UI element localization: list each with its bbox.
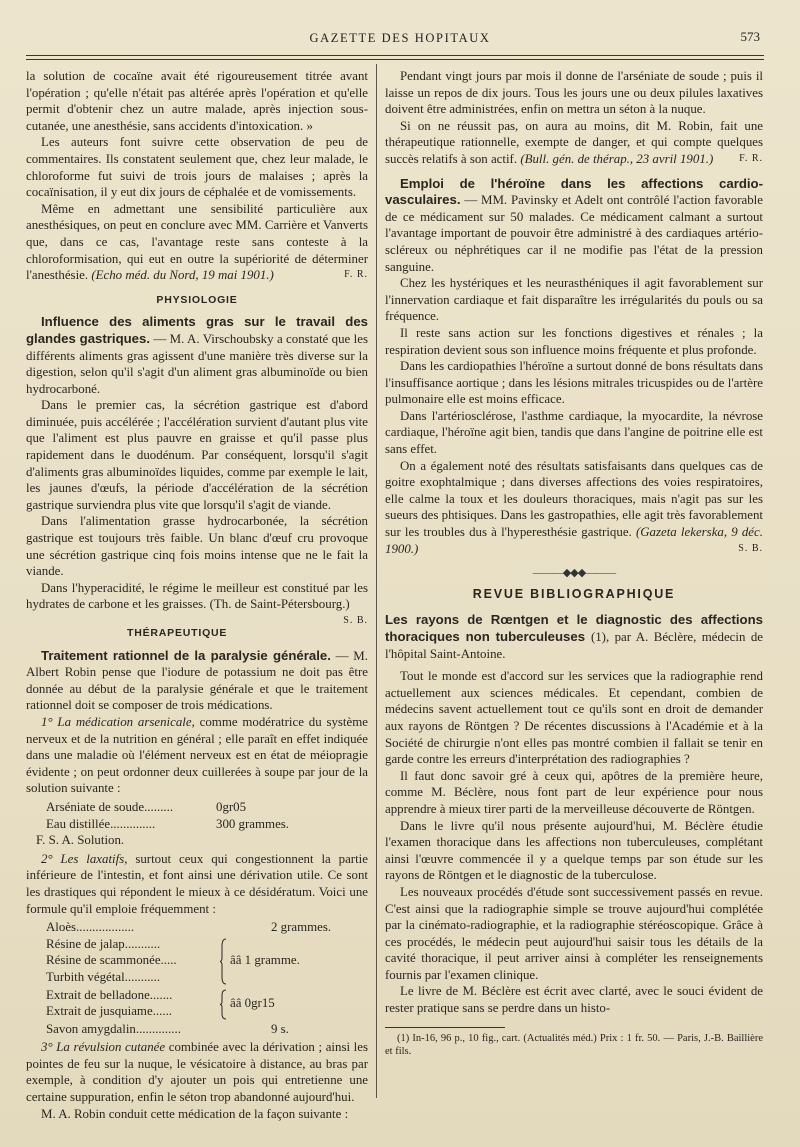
paragraph: Dans l'hyperacidité, le régime le meilleur est constitué par les hydrates de carbone et les graisses. (Th. de Saint-Pétersbourg.) S. B. [26,580,368,613]
paragraph: Dans l'alimentation grasse hydrocarbonée, la sécrétion gastrique est toujours très faible. Un blanc d'œuf cru provoque une sécrétion gastrique cinq fois moins intense que ne le fait la viande. [26,514,368,579]
paragraph: la solution de cocaïne avait été rigoureusement titrée avant l'opération ; qu'elle n'était pas altérée après l'opération et qu'elle permit d'obtenir chez un autre malade, après injection sous-cutanée, une anesthésie, sans accidents d'intoxication. » [26,69,368,133]
section-heading-physiologie: PHYSIOLOGIE [156,293,238,306]
author-initials: F. R. [344,269,368,281]
paragraph: M. A. Robin conduit cette médication de la façon suivante : [41,1106,349,1121]
citation: (Echo méd. du Nord, 19 mai 1901.) [91,268,274,283]
page-number: 573 [740,29,760,44]
brace-icon [220,938,228,985]
recipe-line: Eau distillée.............. 300 grammes. [46,816,290,831]
paragraph: Chez les hystériques et les neurasthéniques il agit favorablement sur l'innervation cardiaque et fait disparaître les irrégularités du pouls ou sa fréquence. [385,276,763,324]
recipe-line: Savon amygdalin.............. 9 s. [46,1021,289,1036]
author-initials: F. R. [739,152,763,164]
reviewed-book-title: Les rayons de Rœntgen et le diagnostic des affections thoraciques non tuberculeuses (1), par A. Béclère, médecin de l'hôpital Saint-Antoine. [385,612,764,661]
paragraph: Si on ne réussit pas, on aura au moins, dit M. Robin, fait une thérapeutique rationnelle, exempte de danger, et qui compte quelques succès relatifs à son actif. (Bull. gén. de thérap., 23 avril 1901.) F. R. [385,118,763,166]
footnote-rule [385,1027,505,1028]
recipe-group: Résine de jalap........... Résine de scammonée..... Turbith végétal........... ââ 1 gramme. [46,936,300,984]
paragraph: Tout le monde est d'accord sur les services que la radiographie rend actuellement aux sciences médicales. Et cependant, combien de médecins savent actuellement tout ce qu'ils sont en droit de demander aux rayons de Röntgen ? De récentes discussions à l'Académie et à la Société de chirurgie n'ont elles pas montré combien il fallait se tenir en garde contre les erreurs d'interprétation des radiographies ? [385,669,763,767]
paragraph: Pendant vingt jours par mois il donne de l'arséniate de soude ; puis il laisse un repos de dix jours. Tous les jours une ou deux pilules laxatives doivent être administrées, enfin on mettra un séton à la nuque. [385,69,763,117]
author-initials: S. B. [343,615,368,626]
article-paragraph: Emploi de l'héroïne dans les affections cardio-vasculaires. — MM. Pavinsky et Adelt ont contrôlé l'action favorable de ce médicament sur 50 malades. Ce médicament calmant a surtout l'avantage important de pouvoir être administré à des cardiaques artério-scléreux ou néphrétiques car il ne modifie pas l'état de la pression sanguine. [385,175,763,274]
paragraph: Dans le premier cas, la sécrétion gastrique est d'abord diminuée, puis accélérée ; l'accélération survient d'autant plus vite que l'aliment est plus pauvre en graisse et qu'il passe plus rapidement dans le duodénum. Par conséquent, lorsqu'il s'agit d'aliments gras albuminoïdes liquides, comme par exemple le lait, les jaunes d'œufs, la période d'accélération de la sécrétion gastrique surviendra plus vite que lorsqu'il s'agit de viande. [26,398,368,512]
section-ornament: ———◆◆◆——— [532,567,616,580]
brace-icon [220,989,228,1020]
recipe-line: Arséniate de soude......... 0gr05 [46,799,247,814]
paragraph: Il faut donc savoir gré à ceux qui, apôtres de la première heure, comme M. Béclère, nous font part de leur expérience pour nous apprendre à mieux tirer parti de la merveilleuse découverte de Röntgen. [385,768,763,816]
paragraph: Dans les cardiopathies l'héroïne a surtout donné de bons résultats dans l'insuffisance aortique ; dans les lésions mitrales tricuspides ou de l'artère pulmonaire elle est moins efficace. [385,359,763,407]
paragraph: Les auteurs font suivre cette observation de peu de commentaires. Ils constatent seulement que, chez leur malade, le chloroforme fut suivi de trois jours de malaises ; après la cocaïnisation, il y eut dix jours de céphalée et de vomissements. [26,135,368,200]
paragraph: Les nouveaux procédés d'étude sont successivement passés en revue. C'est ainsi que la radiographie simple se trouve aujourd'hui complétée par la cinémato-radiographie, et la radiographie stéréoscopique. Grâce à ces procédés, le médecin peut aujourd'hui saisir tous les détails de la cavité thoracique, il peut arriver ainsi à compléter les renseignements fournis par l'examen clinique. [385,884,763,982]
left-column [26,68,368,1122]
citation: (Gazeta lekerska, 9 déc. 1900.) [385,525,763,556]
paragraph: Il reste sans action sur les fonctions digestives et rénales ; la respiration devient sous son influence moins fréquente et plus profonde. [385,325,763,357]
article-paragraph: Influence des aliments gras sur le travail des glandes gastriques. — M. A. Virschoubsky a constaté que les différents aliments gras agissent d'une manière très diverse sur la digestion, selon qu'il s'agit d'un aliment gras albuminoïde ou bien hydrocarboné. [26,314,368,396]
recipe-laxative [26,919,368,1037]
section-heading-revue-bibliographique: REVUE BIBLIOGRAPHIQUE [472,586,676,601]
footnote: (1) In-16, 96 p., 10 fig., cart. (Actualités méd.) Prix : 1 fr. 50. — Paris, J.-B. Baillière et fils. [385,1032,763,1057]
paragraph: 2° Les laxatifs, surtout ceux qui congestionnent la partie inférieure de l'intestin, et font ainsi une dérivation utile. Ce sont les drastiques qui répondent le mieux à ce désidératum. Voici une formule qu'il emploie fréquemment : [26,851,368,916]
recipe-line: Aloès.................. 2 grammes. [46,920,332,935]
paragraph: 1° La médication arsenicale, comme modératrice du système nerveux et de la nutrition en général ; elle paraît en effet indiquée dans une maladie où l'élément nerveux est en état de méiopragie évidente ; on peut ordonner deux cuillerées à soupe par jour de la solution suivante : [26,714,368,796]
recipe-arsenic [26,799,368,849]
header-rule-thick [26,55,764,56]
citation: (Bull. gén. de thérap., 23 avril 1901.) [520,151,714,166]
article-title: Influence des aliments gras sur le travail des glandes gastriques. [26,314,368,346]
paragraph: Dans le livre qu'il nous présente aujourd'hui, M. Béclère étudie l'examen thoracique dans les affections non tuberculeuses, complétant ainsi l'œuvre commencée il y a quelque temps par son étude sur les rayons de Röntgen et le diagnostic de la tuberculose. [385,818,763,883]
recipe-line: F. S. A. Solution. [36,833,125,848]
article-paragraph: Traitement rationnel de la paralysie générale. — M. Albert Robin pense que l'iodure de potassium ne doit pas être donnée au début de la paralysie générale et que le traitement rationnel doit se composer de trois médications. [26,647,368,713]
section-heading-therapeutique: THÉRAPEUTIQUE [127,627,228,639]
column-divider [376,64,377,1098]
paragraph: On a également noté des résultats satisfaisants dans quelques cas de goitre exophtalmique ; dans diverses affections des voies respiratoires, elle calme la toux et les douleurs thoraciques, mais n'agit pas sur les sueurs des phtisiques. Dans les gastropathies, elle agit très favorablement sur les troubles dus à l'hyperesthésie gastrique. (Gazeta lekerska, 9 déc. 1900.) S. B. [385,458,763,556]
article-title: Traitement rationnel de la paralysie générale. [41,647,331,663]
paragraph: Le livre de M. Béclère est écrit avec clarté, avec le souci évident de rester pratique sans se perdre dans un histo- [385,984,763,1016]
paragraph: Dans l'artériosclérose, l'asthme cardiaque, la myocardite, la névrose cardiaque, l'héroïne agit bien, tandis que dans l'angine de poitrine elle est sans effet. [385,408,763,457]
article-title: Emploi de l'héroïne dans les affections cardio-vasculaires. [385,175,763,208]
header-rule-thin [26,59,764,60]
right-column [385,68,763,1058]
running-header-title: GAZETTE DES HOPITAUX [309,31,491,45]
recipe-group: Extrait de belladone....... Extrait de jusquiame...... ââ 0gr15 [46,987,275,1019]
paragraph: 3° La révulsion cutanée combinée avec la dérivation ; ainsi les pointes de feu sur la nuque, le vésicatoire à distance, au bras par exemple, à condition d'y ajouter un pois qui entretienne une certaine suppuration, enfin le séton trop abandonné aujourd'hui. [26,1040,368,1105]
author-initials: S. B. [738,542,763,554]
paragraph: Même en admettant une sensibilité particulière aux anesthésiques, on peut en conclure avec MM. Carrière et Vanverts que, dans ce cas, l'avantage reste sans conteste à la chloroformisation, qui eut en outre la supériorité de déterminer l'anesthésie. (Echo méd. du Nord, 19 mai 1901.) F. R. [26,201,368,283]
